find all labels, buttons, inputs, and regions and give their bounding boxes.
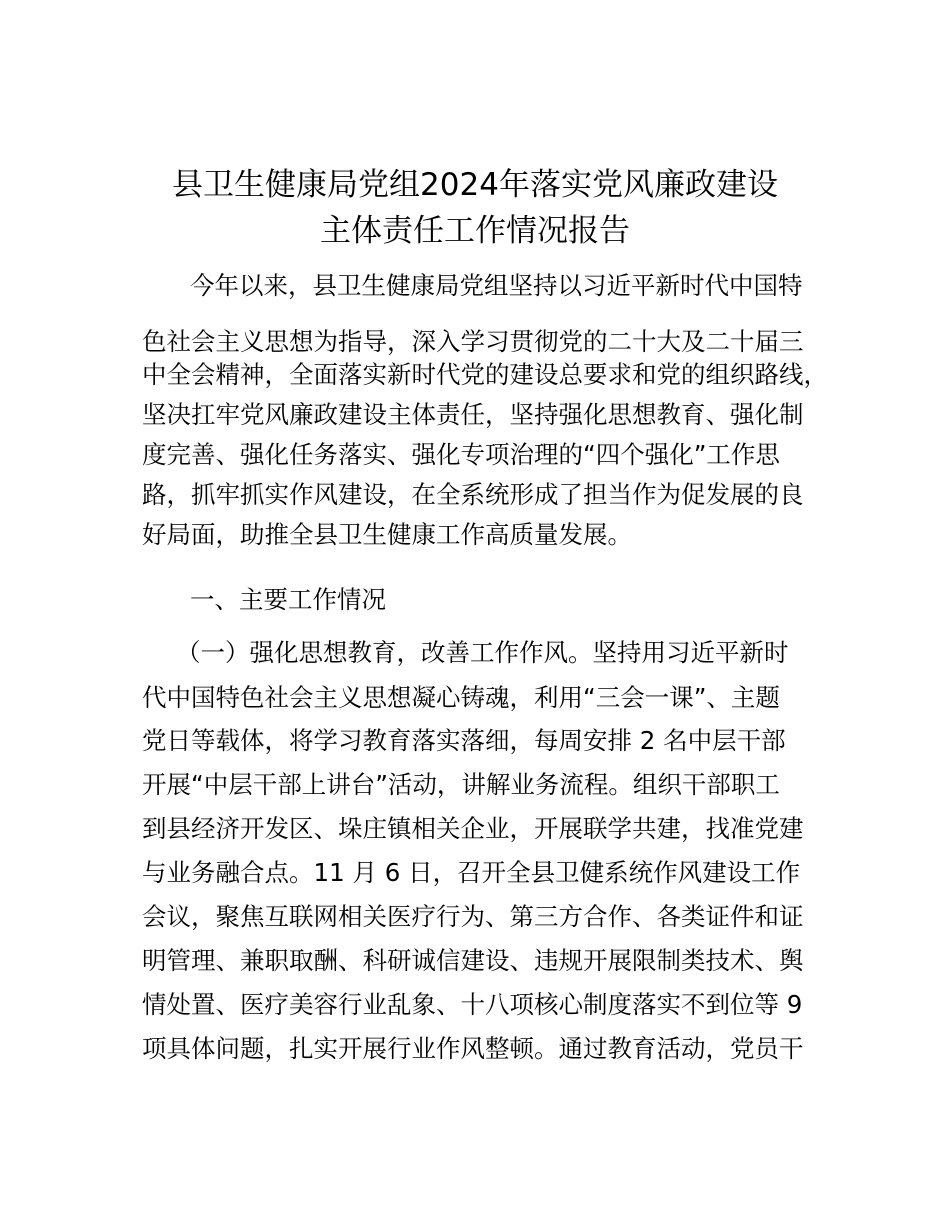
paragraph-2-line-9: 情处置、医疗美容行业乱象、十八项核心制度落实不到位等 9: [142, 990, 803, 1019]
paragraph-1-line-7: 好局面，助推全县卫生健康工作高质量发展。: [142, 520, 632, 549]
document-title-line-1: 县卫生健康局党组2024年落实党风廉政建设: [172, 167, 778, 203]
paragraph-2-line-10: 项具体问题，扎实开展行业作风整顿。通过教育活动，党员干: [142, 1034, 804, 1063]
paragraph-1-line-6: 路，抓牢抓实作风建设，在全系统形成了担当作为促发展的良: [142, 480, 804, 509]
paragraph-1-line-4: 坚决扛牢党风廉政建设主体责任，坚持强化思想教育、强化制: [142, 400, 804, 429]
paragraph-1-line-1: 今年以来，县卫生健康局党组坚持以习近平新时代中国特: [190, 271, 803, 300]
paragraph-2-line-2: 代中国特色社会主义思想凝心铸魂，利用“三会一课”、主题: [142, 683, 780, 712]
document-title-line-2: 主体责任工作情况报告: [320, 213, 630, 249]
paragraph-2-line-7: 会议，聚焦互联网相关医疗行为、第三方合作、各类证件和证: [142, 902, 804, 931]
section-1-heading: 一、主要工作情况: [190, 585, 386, 614]
paragraph-1-line-5: 度完善、强化任务落实、强化专项治理的“四个强化”工作思: [142, 440, 780, 469]
paragraph-2-line-6: 与业务融合点。11 月 6 日，召开全县卫健系统作风建设工作: [142, 858, 801, 887]
paragraph-2-line-4: 开展“中层干部上讲台”活动，讲解业务流程。组织干部职工: [142, 770, 780, 799]
paragraph-2-line-3: 党日等载体，将学习教育落实落细，每周安排 2 名中层干部: [142, 726, 786, 755]
paragraph-2-line-5: 到县经济开发区、垛庄镇相关企业，开展联学共建，找准党建: [142, 814, 804, 843]
paragraph-2-line-1: （一）强化思想教育，改善工作作风。坚持用习近平新时: [176, 638, 789, 667]
paragraph-1-line-3: 中全会精神，全面落实新时代党的建设总要求和党的组织路线，: [142, 360, 828, 389]
paragraph-2-line-8: 明管理、兼职取酬、科研诚信建设、违规开展限制类技术、舆: [142, 946, 804, 975]
paragraph-1-line-2: 色社会主义思想为指导，深入学习贯彻党的二十大及二十届三: [142, 327, 804, 356]
